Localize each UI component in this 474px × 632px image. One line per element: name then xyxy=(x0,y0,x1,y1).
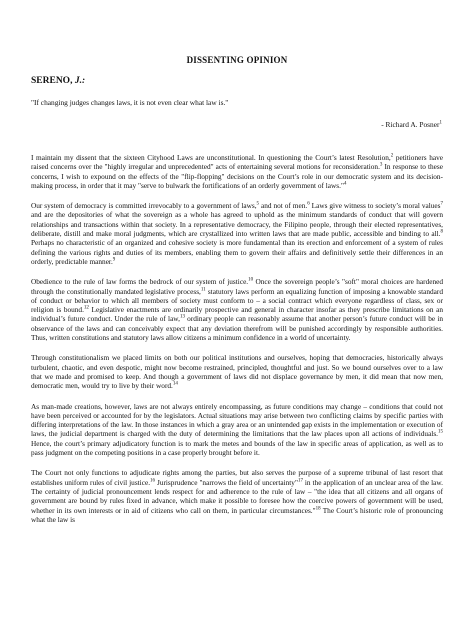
footnote-ref: 9 xyxy=(112,257,116,263)
body-paragraph xyxy=(31,153,443,190)
author-heading xyxy=(31,76,85,86)
paragraph-text: The Court’s historic role of pronouncing what the law is xyxy=(31,505,443,524)
epigraph-attribution xyxy=(381,120,442,129)
footnote-ref: 7 xyxy=(440,201,443,207)
footnote-ref: 5 xyxy=(256,201,260,207)
footnote-ref: 4 xyxy=(343,181,347,187)
body-paragraph xyxy=(31,277,443,342)
paragraph-text: statutory laws perform an equalizing function of imposing a knowable standard of conduct or behavior to which all members of society must conform to – a social contract which everyone regardless of class, sex or religion is bound. xyxy=(31,286,443,315)
body-paragraph xyxy=(31,201,443,266)
paragraph-text: petitioners have raised concerns over the "highly irregular and unprecedented" acts of entertaining several motions for reconsideration. xyxy=(31,153,443,172)
body-paragraph xyxy=(31,402,443,458)
body-paragraph xyxy=(31,353,443,390)
paragraph-text: and not of men. xyxy=(259,201,308,211)
footnote-ref: 1 xyxy=(439,120,442,126)
footnote-ref: 8 xyxy=(440,229,443,235)
footnote-ref: 10 xyxy=(248,277,254,283)
paragraph-text: As man-made creations, however, laws are not always entirely encompassing, as future conditions may change – conditions that could not have been perceived or accounted for by the legislators. Actual situations may arise between two conflicting claims by specific parties with differing interpretations of the law. In those instances in which a gray area or an unintended gap exists in the implementation or execution of laws, the judicial department is charged with the duty of determining the limitations that the law places upon all actions of individuals. xyxy=(31,401,443,439)
paragraph-text: Through constitutionalism we placed limits on both our political institutions and ourselves, hoping that democracies, historically always turbulent, chaotic, and even despotic, might now become restrained, principled, thoughtful and just. So we bound ourselves over to a law that we made and promised to keep. And though a government of laws did not displace governance by men, it did mean that now men, democratic men, would try to live by their word. xyxy=(31,353,443,391)
footnote-ref: 6 xyxy=(307,201,310,207)
footnote-ref: 13 xyxy=(179,315,185,321)
paragraph-text: In response to these concerns, I wish to expound on the effects of the "flip-flopping" decisions on the Court’s role in our democratic system and its decision-making process, in order that it may "serve to bulwark the fortifications of an orderly government of laws." xyxy=(31,162,443,190)
footnote-ref: 12 xyxy=(83,305,89,311)
epigraph-quote: "If changing judges changes laws, it is not even clear what law is." xyxy=(31,98,229,107)
author-suffix: J.: xyxy=(74,76,86,86)
footnote-ref: 16 xyxy=(150,478,156,484)
paragraph-text: Obedience to the rule of law forms the bedrock of our system of justice. xyxy=(31,277,249,287)
paragraph-text: and are the depositories of what the sovereign as a whole has agreed to uphold as the minimum standards of conduct that will govern relationships and transactions within that society. In a representative democracy, the Filipino people, through their elected representatives, deliberate, distill and make moral judgments, which are crystallized into written laws that are made public, accessible and binding to all. xyxy=(31,210,443,239)
paragraph-text: Perhaps no characteristic of an organized and cohesive society is more fundamental than its erection and enforcement of a system of rules defining the various rights and duties of its members, enabling them to govern their affairs and definitively settle their differences in an orderly, predictable manner. xyxy=(31,238,443,266)
document-title: DISSENTING OPINION xyxy=(186,55,288,65)
opinion-body xyxy=(31,153,443,535)
attribution-text: - Richard A. Posner xyxy=(381,120,440,129)
footnote-ref: 14 xyxy=(172,381,178,387)
paragraph-text: Jurisprudence "narrows the field of uncertainty" xyxy=(155,477,298,487)
paragraph-text: Laws give witness to society’s moral values xyxy=(309,201,441,211)
paragraph-text: Once the sovereign people’s "soft" moral choices are hardened through the constitutionally mandated legislative process, xyxy=(31,277,443,296)
author-name: SERENO, xyxy=(31,76,73,86)
paragraph-text: ordinary people can reasonably assume that another person’s future conduct will be in observance of the laws and can conceivably expect that any deviation therefrom will be punished accordingly by responsible authorities. Thus, written constitutions and statutory laws allow citizens a minimum confidence in a world of uncertainty. xyxy=(31,314,443,343)
paragraph-text: Legislative enactments are ordinarily prospective and general in character insofar as they prescribe limitations on an individual’s future conduct. Under the rule of law, xyxy=(31,305,443,324)
paragraph-text: Our system of democracy is committed irrevocably to a government of laws, xyxy=(31,201,257,211)
footnote-ref: 15 xyxy=(438,430,443,435)
body-paragraph xyxy=(31,468,443,524)
paragraph-text: in the application of an unclear area of the law. The certainty of judicial pronouncement lends respect for and adherence to the rule of law – "the idea that all citizens and all organs of government are bound by rules fixed in advance, which make it possible to foresee how the coercive powers of government will be used, whether in its own interests or in aid of citizens who call on them, in particular circumstances." xyxy=(31,477,443,515)
paragraph-text: Hence, the court’s primary adjudicatory function is to mark the metes and bounds of the law in specific areas of application, as well as to pass judgment on the competing positions in a case properly brought before it. xyxy=(31,438,443,458)
footnote-ref: 3 xyxy=(379,162,383,168)
paragraph-text: I maintain my dissent that the sixteen Cityhood Laws are unconstitutional. In questioning the Court’s latest Resolution, xyxy=(31,153,391,162)
footnote-ref: 2 xyxy=(390,153,394,159)
footnote-ref: 18 xyxy=(315,506,321,512)
paragraph-text: The Court not only functions to adjudicate rights among the parties, but also serves the purpose of a supreme tribunal of last resort that establishes uniform rules of civil justice. xyxy=(31,468,443,487)
footnote-ref: 17 xyxy=(297,478,303,484)
footnote-ref: 11 xyxy=(200,287,206,293)
